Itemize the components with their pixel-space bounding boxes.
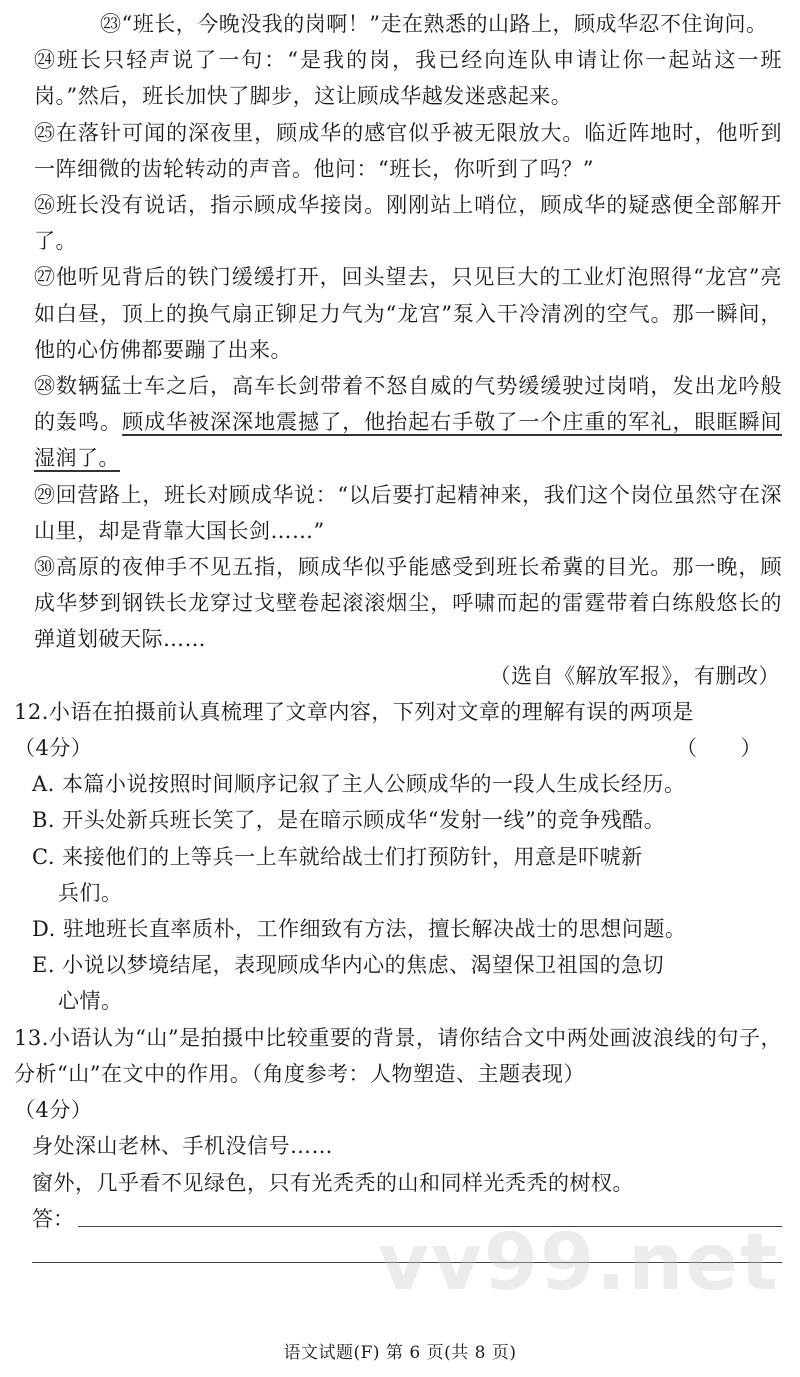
answer-rule-1[interactable] xyxy=(78,1226,782,1227)
page-footer: 语文试题(F) 第 6 页(共 8 页) xyxy=(283,1343,517,1363)
question-13-body xyxy=(14,1128,782,1262)
option-e: E. 小说以梦境结尾，表现顾成华内心的焦虑、渴望保卫祖国的急切 xyxy=(32,953,665,978)
paragraph-28 xyxy=(2,368,782,477)
watermark: vv99.net xyxy=(378,1218,780,1308)
paragraph-28-text: ㉘数辆猛士车之后，高车长剑带着不怒自威的气势缓缓驶过岗哨，发出龙吟般的轰鸣。 xyxy=(34,374,782,435)
paragraph-25: ㉕在落针可闻的深夜里，顾成华的感官似乎被无限放大。临近阵地时，他听到一阵细微的齿轮转动的声音。他问：“班长，你听到了吗？” xyxy=(34,120,782,181)
answer-rule-2[interactable] xyxy=(32,1261,782,1263)
paragraph-23: ㉓“班长，今晚没我的岗啊！”走在熟悉的山路上，顾成华忍不住询问。 xyxy=(100,12,768,36)
option-e-continued: 心情。 xyxy=(58,989,123,1014)
underlined-sentence: 顾成华被深深地震撼了，他抬起右手敬了一个庄重的军礼，眼眶瞬间湿润了。 xyxy=(34,410,782,471)
question-12-number: 12. xyxy=(14,699,49,724)
option-a: A. 本篇小说按照时间顺序记叙了主人公顾成华的一段人生成长经历。 xyxy=(32,772,686,797)
question-13-stem xyxy=(14,1020,782,1092)
content-column xyxy=(14,6,782,1263)
paragraph-29: ㉙回营路上，班长对顾成华说：“以后要打起精神来，我们这个岗位虽然守在深山里，却是背靠大国长剑……” xyxy=(34,482,782,543)
question-13 xyxy=(14,1020,782,1263)
question-12-options xyxy=(14,766,782,1019)
question-12-score-line xyxy=(14,730,782,766)
source-citation: （选自《解放军报》，有删改） xyxy=(489,663,780,688)
question-13-score: （4分） xyxy=(14,1098,93,1123)
question-13-number: 13. xyxy=(14,1025,49,1050)
question-13-stem-text: 小语认为“山”是拍摄中比较重要的背景，请你结合文中两处画波浪线的句子，分析“山”在文中的作用。（角度参考：人物塑造、主题表现） xyxy=(14,1025,782,1086)
question-12-stem-text: 小语在拍摄前认真梳理了文章内容，下列对文章的理解有误的两项是 xyxy=(48,699,694,724)
option-b: B. 开头处新兵班长笑了，是在暗示顾成华“发射一线”的竞争残酷。 xyxy=(32,808,666,833)
answer-parentheses[interactable]: （ ） xyxy=(676,736,762,761)
wavy-quote-1: 身处深山老林、手机没信号…… xyxy=(32,1134,333,1159)
wavy-quote-2: 窗外，几乎看不见绿色，只有光秃秃的山和同样光秃秃的树杈。 xyxy=(32,1170,634,1195)
paragraph-24: ㉔班长只轻声说了一句：“是我的岗，我已经向连队申请让你一起站这一班岗。”然后，班长加快了脚步，这让顾成华越发迷惑起来。 xyxy=(34,48,782,109)
paragraph-26: ㉖班长没有说话，指示顾成华接岗。刚刚站上哨位，顾成华的疑惑便全部解开了。 xyxy=(34,193,782,254)
answer-label: 答： xyxy=(32,1206,74,1231)
paragraph-30: ㉚高原的夜伸手不见五指，顾成华似乎能感受到班长希冀的目光。那一晚，顾成华梦到钢铁长龙穿过戈壁卷起滚滚烟尘，呼啸而起的雷霆带着白练般悠长的弹道划破天际…… xyxy=(34,555,782,652)
question-12 xyxy=(14,694,782,1020)
option-c-continued: 兵们。 xyxy=(58,880,123,905)
option-c: C. 来接他们的上等兵一上车就给战士们打预防针，用意是吓唬新 xyxy=(32,844,643,869)
answer-line[interactable] xyxy=(32,1201,782,1237)
question-12-score: （4分） xyxy=(14,736,93,761)
paragraph-27: ㉗他听见背后的铁门缓缓打开，回头望去，只见巨大的工业灯泡照得“龙宫”亮如白昼，顶上的换气扇正铆足力气为“龙宫”泵入干冷清冽的空气。那一瞬间，他的心仿佛都要蹦了出来。 xyxy=(34,265,782,362)
question-12-stem xyxy=(14,694,782,730)
option-d: D. 驻地班长直率质朴，工作细致有方法，擅长解决战士的思想问题。 xyxy=(32,917,687,942)
